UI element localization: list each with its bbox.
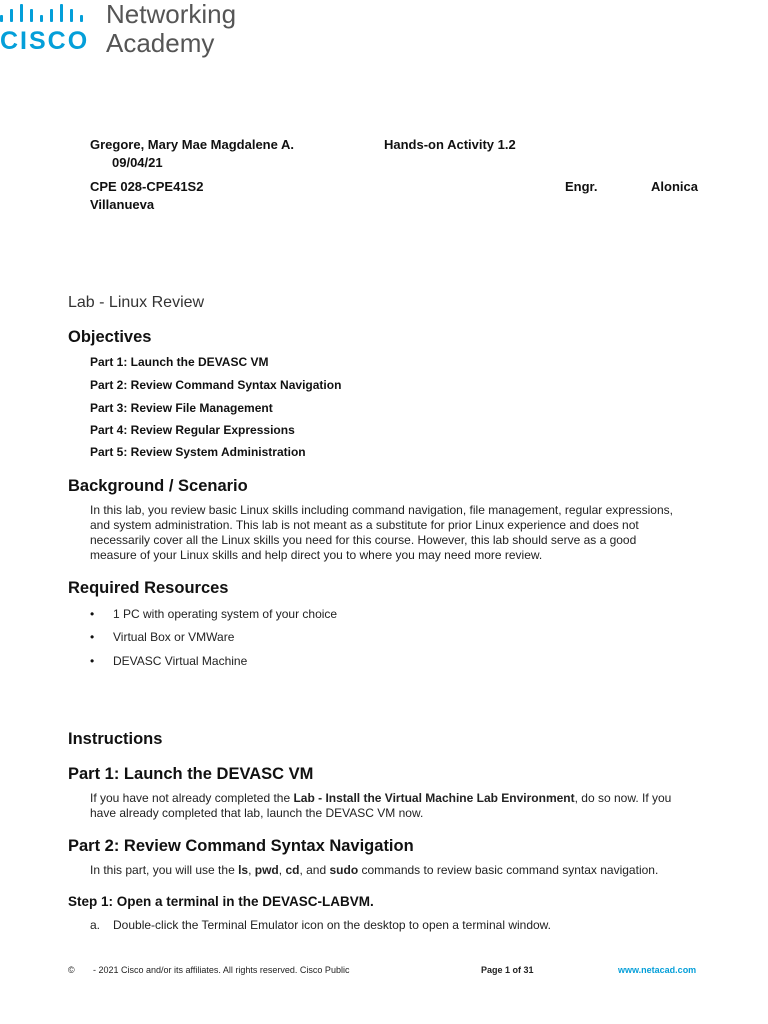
instructor-first-name: Alonica <box>651 179 698 194</box>
step1-heading: Step 1: Open a terminal in the DEVASC-LABVM. <box>68 894 374 909</box>
resource-item: 1 PC with operating system of your choice <box>113 607 338 621</box>
instructor-last-name: Villanueva <box>90 197 155 212</box>
activity-title: Hands-on Activity 1.2 <box>384 137 516 152</box>
step-text: Double-click the Terminal Emulator icon on the desktop to open a terminal window. <box>113 918 552 932</box>
background-paragraph: In this lab, you review basic Linux skills including command navigation, file management, regular expressions, and system administration. This lab is not meant as a substitute for prior Linux experience and does not necessarily cover all the Linux skills you need for this course. However, this lab should serve as a good measure of your Linux skills and help direct you to where you may need more review. <box>90 503 673 562</box>
bullet: • <box>90 654 95 668</box>
part1-paragraph: If you have not already completed the Lab - Install the Virtual Machine Lab Environment, do so now. If you have already completed that lab, launch the DEVASC VM now. <box>90 791 672 820</box>
background-heading: Background / Scenario <box>68 477 248 495</box>
resource-item: Virtual Box or VMWare <box>113 630 235 644</box>
objective-item: Part 1: Launch the DEVASC VM <box>90 355 269 369</box>
netacad-link[interactable]: www.netacad.com <box>618 965 697 975</box>
part2-heading: Part 2: Review Command Syntax Navigation <box>68 837 414 855</box>
date: 09/04/21 <box>112 155 163 170</box>
objectives-heading: Objectives <box>68 328 152 346</box>
cisco-networking-academy-logo <box>0 0 260 60</box>
resources-heading: Required Resources <box>68 579 229 597</box>
objective-item: Part 3: Review File Management <box>90 401 273 415</box>
step-label: a. <box>90 918 101 932</box>
part2-paragraph: In this part, you will use the ls, pwd, cd, and sudo commands to review basic command syntax navigation. <box>90 863 659 877</box>
cisco-bars-icon <box>0 4 98 22</box>
lab-title: Lab - Linux Review <box>68 294 205 311</box>
resource-item: DEVASC Virtual Machine <box>113 654 248 668</box>
student-name: Gregore, Mary Mae Magdalene A. <box>90 137 294 152</box>
page-number: Page 1 of 31 <box>481 965 534 975</box>
objective-item: Part 4: Review Regular Expressions <box>90 423 295 437</box>
bullet: • <box>90 607 95 621</box>
cisco-wordmark: CISCO <box>0 27 90 55</box>
bullet: • <box>90 630 95 644</box>
lab-reference: Lab - Install the Virtual Machine Lab Environment <box>293 791 575 805</box>
course-code: CPE 028-CPE41S2 <box>90 179 204 194</box>
copyright-text: - 2021 Cisco and/or its affiliates. All rights reserved. Cisco Public <box>93 965 350 975</box>
objective-item: Part 2: Review Command Syntax Navigation <box>90 378 342 392</box>
instructor-title: Engr. <box>565 179 598 194</box>
networking-academy-wordmark: Networking Academy <box>106 0 237 58</box>
part1-heading: Part 1: Launch the DEVASC VM <box>68 765 314 783</box>
objective-item: Part 5: Review System Administration <box>90 445 306 459</box>
copyright-symbol: © <box>68 965 75 975</box>
instructions-heading: Instructions <box>68 730 163 748</box>
